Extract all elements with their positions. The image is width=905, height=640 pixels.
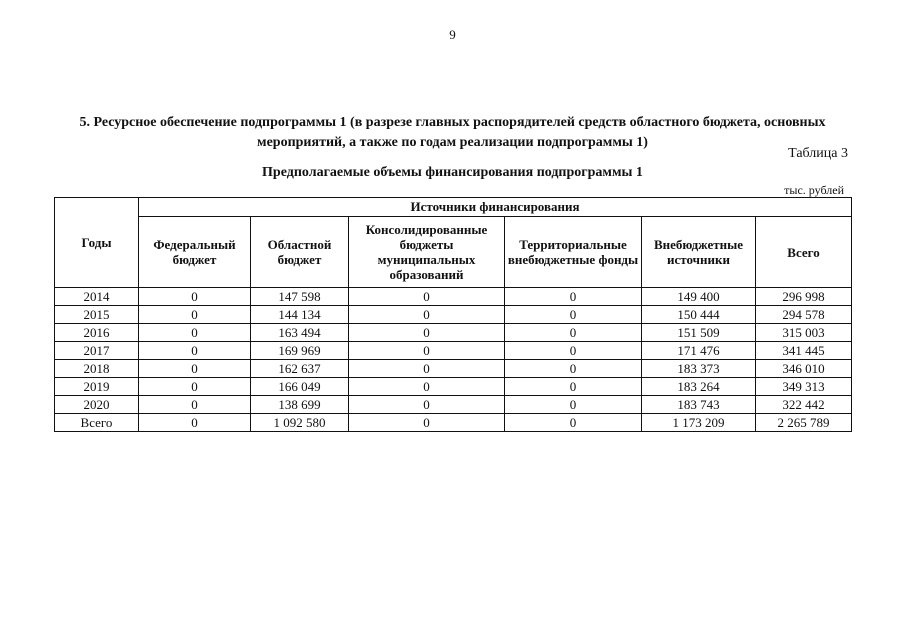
table-row [55, 306, 852, 324]
table-cell: 183 743 [642, 396, 756, 414]
table-cell: 183 373 [642, 360, 756, 378]
table-title: Предполагаемые объемы финансирования подпрограммы 1 [262, 165, 643, 180]
total-label-cell: Всего [55, 414, 139, 432]
table-cell: 0 [139, 342, 251, 360]
table-cell: 0 [505, 396, 642, 414]
table-cell: 169 969 [251, 342, 349, 360]
table-total-row [55, 414, 852, 432]
table-cell: 315 003 [756, 324, 852, 342]
financing-table [54, 197, 852, 432]
table-row [55, 288, 852, 306]
table-cell: 1 173 209 [642, 414, 756, 432]
column-header-territorial-funds: Территориальные внебюджетные фонды [505, 217, 642, 288]
table-cell: 294 578 [756, 306, 852, 324]
table-cell: 0 [349, 288, 505, 306]
units-label: тыс. рублей [784, 183, 844, 197]
table-cell: 0 [139, 378, 251, 396]
sources-group-header: Источники финансирования [139, 198, 852, 217]
year-cell: 2019 [55, 378, 139, 396]
table-cell: 346 010 [756, 360, 852, 378]
table-cell: 0 [505, 342, 642, 360]
table-cell: 341 445 [756, 342, 852, 360]
table-cell: 163 494 [251, 324, 349, 342]
table-cell: 151 509 [642, 324, 756, 342]
column-header-extrabudgetary: Внебюджетные источники [642, 217, 756, 288]
table-cell: 0 [349, 342, 505, 360]
table-cell: 296 998 [756, 288, 852, 306]
table-cell: 0 [139, 414, 251, 432]
table-cell: 0 [505, 306, 642, 324]
table-cell: 0 [505, 360, 642, 378]
table-cell: 349 313 [756, 378, 852, 396]
table-cell: 0 [139, 324, 251, 342]
table-label: Таблица 3 [788, 146, 848, 161]
table-cell: 162 637 [251, 360, 349, 378]
table-cell: 0 [505, 414, 642, 432]
page-number: 9 [449, 27, 456, 42]
table-cell: 0 [349, 324, 505, 342]
table-cell: 166 049 [251, 378, 349, 396]
table-cell: 0 [505, 288, 642, 306]
table-cell: 0 [139, 306, 251, 324]
table-cell: 0 [139, 360, 251, 378]
column-header-federal: Федеральный бюджет [139, 217, 251, 288]
year-cell: 2014 [55, 288, 139, 306]
table-row [55, 324, 852, 342]
column-header-regional: Областной бюджет [251, 217, 349, 288]
table-cell: 147 598 [251, 288, 349, 306]
table-cell: 0 [505, 324, 642, 342]
year-cell: 2017 [55, 342, 139, 360]
table-cell: 2 265 789 [756, 414, 852, 432]
table-cell: 322 442 [756, 396, 852, 414]
table-cell: 0 [349, 378, 505, 396]
table-row [55, 396, 852, 414]
table-cell: 0 [505, 378, 642, 396]
column-header-municipal: Консолидированные бюджеты муниципальных образований [349, 217, 505, 288]
table-cell: 149 400 [642, 288, 756, 306]
table-cell: 0 [349, 360, 505, 378]
year-cell: 2018 [55, 360, 139, 378]
table-cell: 150 444 [642, 306, 756, 324]
table-cell: 0 [349, 414, 505, 432]
table-cell: 0 [139, 396, 251, 414]
year-cell: 2020 [55, 396, 139, 414]
years-header: Годы [55, 198, 139, 288]
table-cell: 144 134 [251, 306, 349, 324]
table-row [55, 342, 852, 360]
table-row [55, 360, 852, 378]
table-cell: 171 476 [642, 342, 756, 360]
table-cell: 183 264 [642, 378, 756, 396]
table-cell: 138 699 [251, 396, 349, 414]
column-header-total: Всего [756, 217, 852, 288]
table-cell: 1 092 580 [251, 414, 349, 432]
table-cell: 0 [349, 306, 505, 324]
table-cell: 0 [139, 288, 251, 306]
table-row [55, 378, 852, 396]
table-cell: 0 [349, 396, 505, 414]
year-cell: 2015 [55, 306, 139, 324]
year-cell: 2016 [55, 324, 139, 342]
section-heading: 5. Ресурсное обеспечение подпрограммы 1 (в разрезе главных распорядителей средств областного бюджета, основных мероприятий, а также по годам реализации подпрограммы 1) [79, 115, 826, 150]
